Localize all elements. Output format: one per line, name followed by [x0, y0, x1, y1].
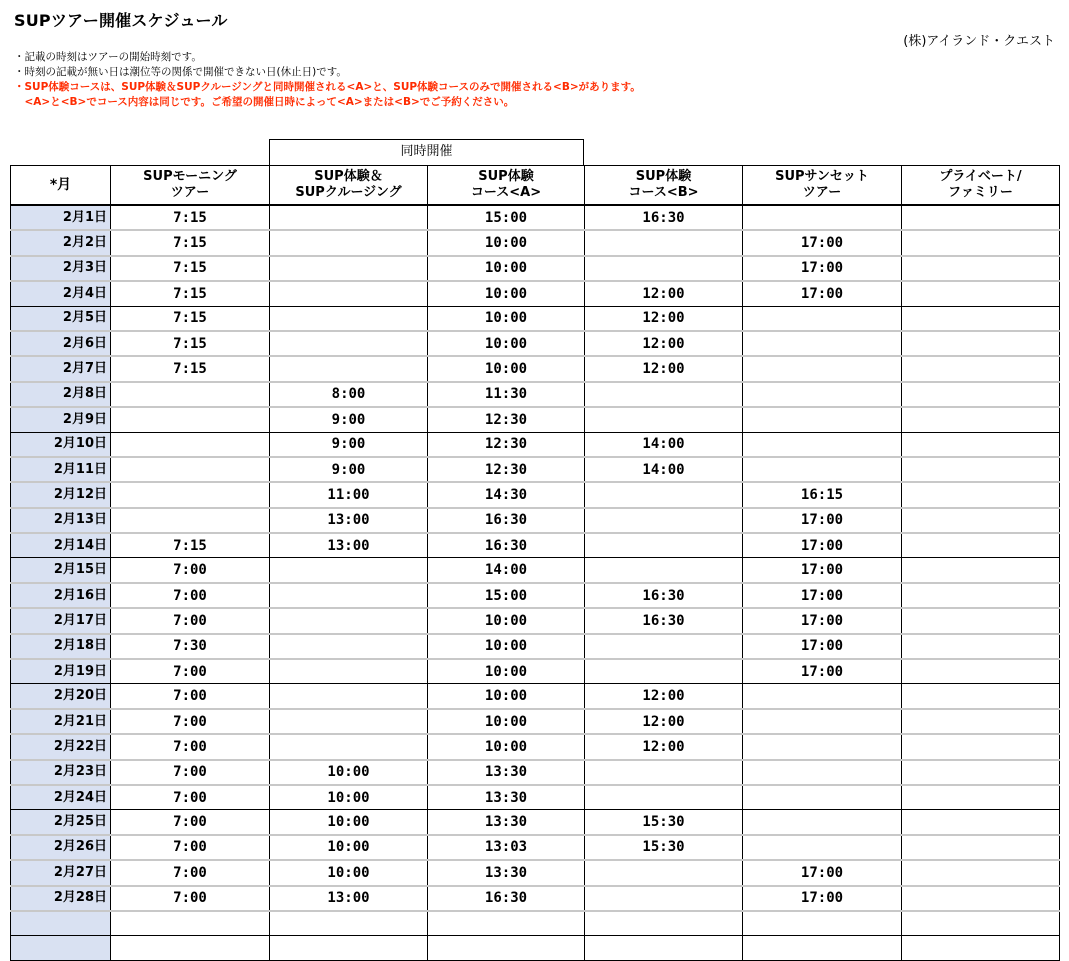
date-cell: 2月3日 [11, 256, 111, 281]
table-row [11, 382, 1060, 407]
course-b-cell: 14:00 [585, 432, 743, 457]
date-cell: 2月8日 [11, 382, 111, 407]
private-family-cell [902, 911, 1060, 936]
course-a-cell [428, 911, 585, 936]
experience-cruising-cell [270, 558, 428, 583]
table-row [11, 760, 1060, 785]
header-morning-tour: SUPモーニング ツアー [111, 166, 270, 206]
morning-tour-cell: 7:00 [111, 760, 270, 785]
course-a-cell: 10:00 [428, 230, 585, 255]
experience-cruising-cell: 9:00 [270, 432, 428, 457]
course-b-cell: 12:00 [585, 684, 743, 709]
morning-tour-cell: 7:00 [111, 684, 270, 709]
experience-cruising-cell [270, 331, 428, 356]
course-b-cell: 16:30 [585, 583, 743, 608]
private-family-cell [902, 407, 1060, 432]
sunset-tour-cell [743, 407, 902, 432]
date-cell: 2月28日 [11, 886, 111, 911]
sunset-tour-cell: 17:00 [743, 886, 902, 911]
morning-tour-cell: 7:30 [111, 634, 270, 659]
experience-cruising-cell [270, 583, 428, 608]
course-b-cell: 15:30 [585, 835, 743, 860]
course-b-cell [585, 382, 743, 407]
course-b-cell: 12:00 [585, 734, 743, 759]
table-row [11, 835, 1060, 860]
experience-cruising-cell [270, 659, 428, 684]
morning-tour-cell: 7:15 [111, 306, 270, 331]
morning-tour-cell: 7:00 [111, 583, 270, 608]
note-line: ・時刻の記載が無い日は潮位等の関係で開催できない日(休止日)です。 [14, 66, 347, 78]
course-a-cell: 10:00 [428, 659, 585, 684]
experience-cruising-cell: 10:00 [270, 785, 428, 810]
sunset-tour-cell: 17:00 [743, 860, 902, 885]
date-cell: 2月13日 [11, 508, 111, 533]
course-a-cell: 13:30 [428, 810, 585, 835]
course-a-cell: 13:30 [428, 760, 585, 785]
date-cell: 2月10日 [11, 432, 111, 457]
course-b-cell [585, 911, 743, 936]
private-family-cell [902, 482, 1060, 507]
date-cell: 2月1日 [11, 205, 111, 230]
experience-cruising-cell [270, 356, 428, 381]
date-cell: 2月18日 [11, 634, 111, 659]
date-cell: 2月7日 [11, 356, 111, 381]
private-family-cell [902, 886, 1060, 911]
course-a-cell: 15:00 [428, 583, 585, 608]
date-cell: 2月5日 [11, 306, 111, 331]
sunset-tour-cell [743, 911, 902, 936]
experience-cruising-cell: 9:00 [270, 407, 428, 432]
table-row [11, 331, 1060, 356]
sunset-tour-cell: 17:00 [743, 533, 902, 558]
course-b-cell: 12:00 [585, 331, 743, 356]
sunset-tour-cell [743, 457, 902, 482]
morning-tour-cell: 7:00 [111, 608, 270, 633]
table-row [11, 608, 1060, 633]
table-row [11, 356, 1060, 381]
sunset-tour-cell [743, 432, 902, 457]
date-cell [11, 911, 111, 936]
course-a-cell: 10:00 [428, 684, 585, 709]
note-line: ・記載の時刻はツアーの開始時刻です。 [14, 51, 202, 63]
private-family-cell [902, 331, 1060, 356]
sunset-tour-cell: 17:00 [743, 558, 902, 583]
experience-cruising-cell [270, 684, 428, 709]
note-line-highlight: ・SUP体験コースは、SUP体験＆SUPクルージングと同時開催される<A>と、SUP体験コースのみで開催される<B>があります。 [14, 81, 641, 93]
table-row [11, 810, 1060, 835]
course-b-cell [585, 634, 743, 659]
private-family-cell [902, 508, 1060, 533]
date-cell: 2月26日 [11, 835, 111, 860]
private-family-cell [902, 835, 1060, 860]
experience-cruising-cell: 13:00 [270, 886, 428, 911]
header-private-family: プライベート/ ファミリー [902, 166, 1060, 206]
experience-cruising-cell [270, 230, 428, 255]
experience-cruising-cell: 11:00 [270, 482, 428, 507]
experience-cruising-cell [270, 306, 428, 331]
course-a-cell: 10:00 [428, 331, 585, 356]
table-row [11, 407, 1060, 432]
experience-cruising-cell: 13:00 [270, 508, 428, 533]
private-family-cell [902, 709, 1060, 734]
schedule-table [10, 165, 1060, 961]
table-row [11, 911, 1060, 936]
table-row [11, 785, 1060, 810]
morning-tour-cell [111, 432, 270, 457]
company-name: (株)アイランド・クエスト [903, 34, 1055, 49]
date-cell: 2月12日 [11, 482, 111, 507]
course-a-cell: 13:30 [428, 860, 585, 885]
course-b-cell [585, 659, 743, 684]
schedule-body [11, 205, 1060, 960]
experience-cruising-cell [270, 608, 428, 633]
morning-tour-cell: 7:00 [111, 886, 270, 911]
header-experience-course-a: SUP体験 コース<A> [428, 166, 585, 206]
course-b-cell [585, 886, 743, 911]
sunset-tour-cell [743, 331, 902, 356]
course-b-cell: 12:00 [585, 709, 743, 734]
table-row [11, 659, 1060, 684]
experience-cruising-cell: 10:00 [270, 760, 428, 785]
morning-tour-cell: 7:15 [111, 356, 270, 381]
course-a-cell: 10:00 [428, 734, 585, 759]
course-a-cell: 14:00 [428, 558, 585, 583]
date-cell: 2月11日 [11, 457, 111, 482]
table-row [11, 508, 1060, 533]
date-cell: 2月22日 [11, 734, 111, 759]
course-b-cell [585, 407, 743, 432]
sunset-tour-cell [743, 835, 902, 860]
course-a-cell: 14:30 [428, 482, 585, 507]
header-experience-cruising: SUP体験＆ SUPクルージング [270, 166, 428, 206]
course-a-cell: 12:30 [428, 432, 585, 457]
date-cell: 2月21日 [11, 709, 111, 734]
table-row [11, 281, 1060, 306]
sunset-tour-cell [743, 382, 902, 407]
private-family-cell [902, 281, 1060, 306]
private-family-cell [902, 382, 1060, 407]
table-row [11, 230, 1060, 255]
private-family-cell [902, 306, 1060, 331]
experience-cruising-cell [270, 709, 428, 734]
morning-tour-cell [111, 936, 270, 960]
sunset-tour-cell [743, 709, 902, 734]
experience-cruising-cell: 10:00 [270, 835, 428, 860]
course-b-cell [585, 936, 743, 960]
private-family-cell [902, 533, 1060, 558]
private-family-cell [902, 457, 1060, 482]
private-family-cell [902, 760, 1060, 785]
table-row [11, 583, 1060, 608]
course-a-cell: 13:30 [428, 785, 585, 810]
sunset-tour-cell [743, 936, 902, 960]
date-cell: 2月19日 [11, 659, 111, 684]
table-row [11, 457, 1060, 482]
experience-cruising-cell: 10:00 [270, 810, 428, 835]
morning-tour-cell [111, 382, 270, 407]
note-line-highlight: <A>と<B>でコース内容は同じです。ご希望の開催日時によって<A>または<B>でご予約ください。 [14, 96, 515, 108]
experience-cruising-cell [270, 205, 428, 230]
table-row [11, 533, 1060, 558]
course-b-cell [585, 256, 743, 281]
date-cell: 2月6日 [11, 331, 111, 356]
sunset-tour-cell: 17:00 [743, 256, 902, 281]
header-sunset-tour: SUPサンセット ツアー [743, 166, 902, 206]
morning-tour-cell: 7:00 [111, 810, 270, 835]
date-cell: 2月14日 [11, 533, 111, 558]
experience-cruising-cell [270, 734, 428, 759]
course-b-cell: 12:00 [585, 356, 743, 381]
course-b-cell [585, 533, 743, 558]
course-a-cell: 10:00 [428, 306, 585, 331]
course-a-cell: 11:30 [428, 382, 585, 407]
date-cell: 2月17日 [11, 608, 111, 633]
sunset-tour-cell [743, 810, 902, 835]
experience-cruising-cell [270, 936, 428, 960]
private-family-cell [902, 558, 1060, 583]
notes-block [14, 50, 641, 110]
morning-tour-cell: 7:00 [111, 558, 270, 583]
sunset-tour-cell [743, 205, 902, 230]
morning-tour-cell [111, 407, 270, 432]
table-row [11, 482, 1060, 507]
table-row [11, 634, 1060, 659]
morning-tour-cell [111, 508, 270, 533]
course-b-cell [585, 482, 743, 507]
experience-cruising-cell: 10:00 [270, 860, 428, 885]
concurrent-header: 同時開催 [269, 139, 584, 165]
course-b-cell: 15:30 [585, 810, 743, 835]
experience-cruising-cell [270, 911, 428, 936]
course-b-cell [585, 860, 743, 885]
course-b-cell: 14:00 [585, 457, 743, 482]
morning-tour-cell: 7:15 [111, 230, 270, 255]
private-family-cell [902, 432, 1060, 457]
sunset-tour-cell [743, 734, 902, 759]
header-row [11, 166, 1060, 206]
course-a-cell: 10:00 [428, 281, 585, 306]
date-cell: 2月24日 [11, 785, 111, 810]
sunset-tour-cell: 17:00 [743, 583, 902, 608]
date-cell: 2月15日 [11, 558, 111, 583]
private-family-cell [902, 860, 1060, 885]
experience-cruising-cell [270, 256, 428, 281]
morning-tour-cell [111, 457, 270, 482]
date-cell: 2月2日 [11, 230, 111, 255]
private-family-cell [902, 684, 1060, 709]
morning-tour-cell [111, 911, 270, 936]
experience-cruising-cell: 8:00 [270, 382, 428, 407]
experience-cruising-cell [270, 634, 428, 659]
morning-tour-cell: 7:00 [111, 734, 270, 759]
morning-tour-cell: 7:00 [111, 835, 270, 860]
course-a-cell: 12:30 [428, 407, 585, 432]
private-family-cell [902, 734, 1060, 759]
experience-cruising-cell: 13:00 [270, 533, 428, 558]
course-a-cell: 10:00 [428, 608, 585, 633]
course-b-cell [585, 760, 743, 785]
private-family-cell [902, 810, 1060, 835]
experience-cruising-cell [270, 281, 428, 306]
sunset-tour-cell: 16:15 [743, 482, 902, 507]
date-cell: 2月4日 [11, 281, 111, 306]
table-row [11, 205, 1060, 230]
course-a-cell: 16:30 [428, 533, 585, 558]
sunset-tour-cell: 17:00 [743, 608, 902, 633]
header-experience-course-b: SUP体験 コース<B> [585, 166, 743, 206]
course-b-cell: 12:00 [585, 306, 743, 331]
morning-tour-cell: 7:15 [111, 256, 270, 281]
course-a-cell: 15:00 [428, 205, 585, 230]
morning-tour-cell: 7:15 [111, 281, 270, 306]
morning-tour-cell: 7:00 [111, 860, 270, 885]
table-row [11, 306, 1060, 331]
course-a-cell: 16:30 [428, 886, 585, 911]
course-b-cell: 16:30 [585, 205, 743, 230]
course-b-cell [585, 558, 743, 583]
sunset-tour-cell [743, 356, 902, 381]
course-a-cell [428, 936, 585, 960]
course-a-cell: 13:03 [428, 835, 585, 860]
morning-tour-cell: 7:00 [111, 709, 270, 734]
morning-tour-cell: 7:15 [111, 331, 270, 356]
sunset-tour-cell: 17:00 [743, 634, 902, 659]
date-cell: 2月16日 [11, 583, 111, 608]
course-a-cell: 12:30 [428, 457, 585, 482]
date-cell: 2月9日 [11, 407, 111, 432]
course-a-cell: 10:00 [428, 356, 585, 381]
date-cell: 2月25日 [11, 810, 111, 835]
table-row [11, 860, 1060, 885]
private-family-cell [902, 583, 1060, 608]
course-b-cell [585, 785, 743, 810]
table-row [11, 684, 1060, 709]
table-row [11, 432, 1060, 457]
private-family-cell [902, 608, 1060, 633]
course-b-cell: 16:30 [585, 608, 743, 633]
table-row [11, 558, 1060, 583]
table-row [11, 936, 1060, 960]
private-family-cell [902, 936, 1060, 960]
sunset-tour-cell: 17:00 [743, 659, 902, 684]
course-a-cell: 10:00 [428, 634, 585, 659]
morning-tour-cell: 7:15 [111, 533, 270, 558]
morning-tour-cell: 7:15 [111, 205, 270, 230]
course-a-cell: 16:30 [428, 508, 585, 533]
private-family-cell [902, 356, 1060, 381]
course-b-cell: 12:00 [585, 281, 743, 306]
table-row [11, 734, 1060, 759]
sunset-tour-cell: 17:00 [743, 281, 902, 306]
private-family-cell [902, 785, 1060, 810]
private-family-cell [902, 659, 1060, 684]
private-family-cell [902, 205, 1060, 230]
sunset-tour-cell [743, 306, 902, 331]
table-row [11, 886, 1060, 911]
header-month: *月 [11, 166, 111, 206]
sunset-tour-cell: 17:00 [743, 508, 902, 533]
date-cell: 2月23日 [11, 760, 111, 785]
course-b-cell [585, 508, 743, 533]
course-a-cell: 10:00 [428, 709, 585, 734]
sunset-tour-cell [743, 785, 902, 810]
morning-tour-cell [111, 482, 270, 507]
course-a-cell: 10:00 [428, 256, 585, 281]
course-b-cell [585, 230, 743, 255]
date-cell: 2月27日 [11, 860, 111, 885]
table-row [11, 709, 1060, 734]
morning-tour-cell: 7:00 [111, 659, 270, 684]
sunset-tour-cell [743, 760, 902, 785]
date-cell [11, 936, 111, 960]
page-title: SUPツアー開催スケジュール [14, 11, 228, 30]
sunset-tour-cell: 17:00 [743, 230, 902, 255]
date-cell: 2月20日 [11, 684, 111, 709]
sunset-tour-cell [743, 684, 902, 709]
morning-tour-cell: 7:00 [111, 785, 270, 810]
private-family-cell [902, 256, 1060, 281]
private-family-cell [902, 634, 1060, 659]
private-family-cell [902, 230, 1060, 255]
table-row [11, 256, 1060, 281]
experience-cruising-cell: 9:00 [270, 457, 428, 482]
